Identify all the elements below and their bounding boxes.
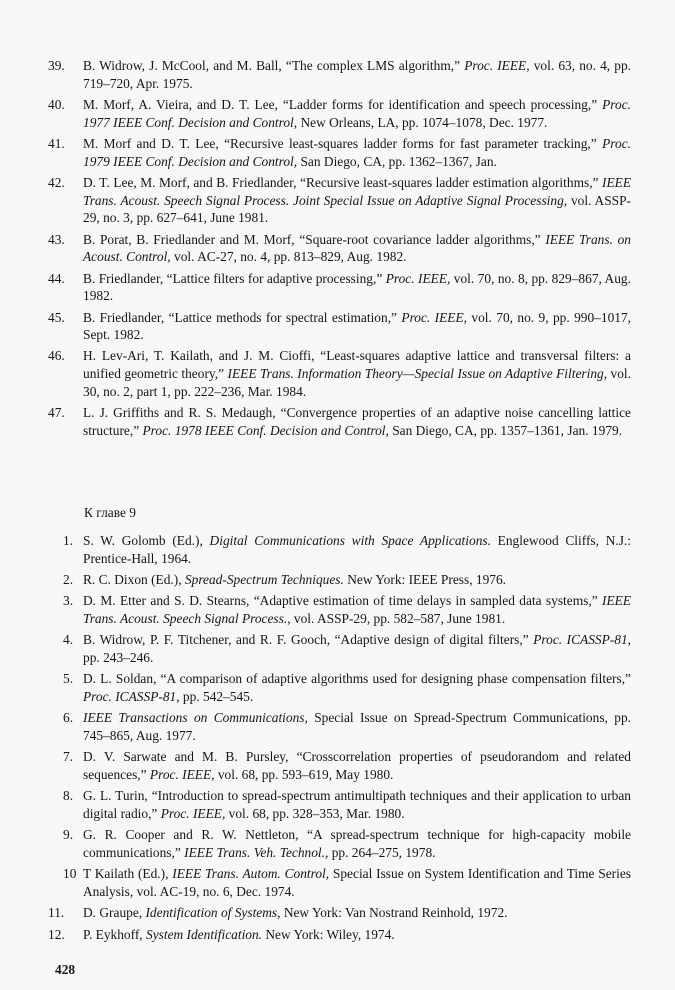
reference-source-title: Proc. IEEE,: [401, 309, 468, 325]
reference-text-part: T Kailath (Ed.),: [83, 866, 173, 882]
reference-number: 6.: [63, 710, 74, 726]
reference-text: [83, 632, 631, 665]
reference-source-title: Proc. IEEE,: [160, 805, 226, 821]
reference-number: 2.: [63, 571, 74, 587]
reference-text: [83, 136, 631, 169]
reference-text: [83, 905, 508, 920]
reference-text: [83, 310, 631, 343]
reference-source-title: Spread-Spectrum Techniques.: [184, 571, 344, 587]
reference-text: [83, 671, 631, 704]
reference-text: [83, 58, 631, 91]
reference-text: [83, 232, 631, 265]
reference-number: 39.: [48, 58, 65, 73]
reference-text: [83, 271, 631, 304]
reference-text: [83, 175, 631, 225]
reference-text-part: vol. ASSP-29, no. 3, pp. 627–641, June 1981.: [83, 192, 632, 226]
reference-entry: [0, 270, 675, 305]
reference-text: [83, 827, 631, 860]
reference-entry: [0, 174, 675, 227]
reference-text-part: New York: Van Nostrand Reinhold, 1972.: [280, 905, 508, 921]
reference-text-part: vol. 63, no. 4, pp. 719–720, Apr. 1975.: [83, 58, 631, 91]
reference-text-part: D. V. Sarwate and M. B. Pursley, “Crosscorrelation properties of pseudorandom and related sequences,”: [83, 749, 631, 782]
reference-text: [83, 97, 631, 130]
reference-text-part: Englewood Cliffs, N.J.: Prentice-Hall, 1964.: [83, 533, 631, 566]
reference-text: [83, 749, 631, 782]
reference-number: 10: [63, 866, 77, 882]
reference-text-part: vol. ASSP-29, pp. 582–587, June 1981.: [290, 610, 506, 626]
reference-number: 43.: [48, 231, 65, 247]
reference-number: 1.: [63, 533, 74, 548]
reference-text-part: pp. 542–545.: [179, 688, 254, 704]
reference-text-part: vol. 70, no. 8, pp. 829–867, Aug. 1982.: [83, 270, 631, 304]
reference-number: 40.: [48, 96, 65, 112]
reference-text-part: San Diego, CA, pp. 1362–1367, Jan.: [297, 153, 497, 169]
reference-entry: [0, 904, 675, 922]
page-number: 428: [55, 962, 76, 977]
reference-text-part: pp. 264–275, 1978.: [328, 844, 436, 860]
reference-text: [83, 927, 395, 942]
reference-entry: [0, 670, 675, 705]
reference-source-title: Proc. IEEE,: [464, 58, 530, 73]
reference-entry: [0, 926, 675, 944]
reference-number: 42.: [48, 174, 65, 190]
reference-text-part: vol. 30, no. 2, part 1, pp. 222–236, Mar. 1984.: [83, 366, 632, 399]
reference-source-title: IEEE Trans. on Acoust. Control,: [83, 231, 632, 265]
reference-text-part: L. J. Griffiths and R. S. Medaugh, “Convergence properties of an adaptive noise cancelling lattice structure,”: [83, 405, 631, 438]
reference-text-part: G. R. Cooper and R. W. Nettleton, “A spread-spectrum technique for high-capacity mobile communications,”: [83, 827, 631, 860]
reference-text-part: New York: Wiley, 1974.: [262, 926, 395, 942]
reference-text-part: S. W. Golomb (Ed.),: [83, 533, 210, 548]
reference-entry: [0, 347, 675, 400]
reference-entry: [0, 748, 675, 783]
reference-entry: [0, 865, 675, 900]
reference-source-title: Proc. 1978 IEEE Conf. Decision and Control,: [142, 422, 389, 438]
reference-text-part: Special Issue on Spread-Spectrum Communications, pp. 745–865, Aug. 1977.: [83, 710, 631, 743]
reference-text: [83, 348, 631, 398]
reference-entry: [0, 571, 675, 589]
reference-source-title: IEEE Trans. Acoust. Speech Signal Process.,: [83, 593, 631, 626]
reference-text-part: M. Morf and D. T. Lee, “Recursive least-squares ladder forms for fast parameter tracking,”: [83, 135, 603, 151]
reference-entry: [0, 532, 675, 567]
reference-text-part: B. Friedlander, “Lattice filters for adaptive processing,”: [83, 270, 386, 286]
reference-number: 9.: [63, 827, 74, 843]
reference-text-part: D. T. Lee, M. Morf, and B. Friedlander, “Recursive least-squares ladder estimation algorithms,”: [83, 174, 602, 190]
reference-text-part: vol. 70, no. 9, pp. 990–1017, Sept. 1982.: [83, 309, 631, 343]
reference-number: 44.: [48, 270, 65, 286]
reference-source-title: Proc. 1977 IEEE Conf. Decision and Control,: [83, 96, 631, 130]
reference-entry: [0, 709, 675, 744]
reference-number: 4.: [63, 632, 74, 648]
reference-number: 8.: [63, 788, 74, 804]
reference-entry: [0, 592, 675, 627]
reference-text-part: H. Lev-Ari, T. Kailath, and J. M. Cioffi, “Least-squares adaptive lattice and transversal filters: a unified geometric theory,”: [83, 348, 631, 382]
reference-text-part: New Orleans, LA, pp. 1074–1078, Dec. 1977.: [297, 114, 548, 130]
reference-text-part: vol. 68, pp. 593–619, May 1980.: [214, 766, 394, 782]
reference-number: 41.: [48, 135, 65, 151]
reference-text-part: D. Graupe,: [83, 905, 146, 921]
reference-text: [83, 572, 506, 587]
reference-text-part: vol. 68, pp. 328–353, Mar. 1980.: [225, 805, 405, 821]
reference-text-part: pp. 243–246.: [83, 649, 154, 665]
reference-text: [83, 533, 631, 566]
reference-source-title: IEEE Trans. Autom. Control,: [172, 866, 330, 882]
chapter-heading: К главе 9: [84, 505, 136, 520]
reference-text-part: D. L. Soldan, “A comparison of adaptive algorithms used for designing phase compensation filters,”: [83, 671, 631, 687]
reference-text-part: New York: IEEE Press, 1976.: [343, 571, 507, 587]
reference-source-title: System Identification.: [146, 926, 263, 942]
reference-source-title: Proc. ICASSP-81,: [533, 632, 631, 648]
reference-number: 11.: [48, 905, 65, 921]
reference-number: 7.: [63, 749, 74, 765]
reference-text: [83, 788, 631, 821]
reference-text: [83, 866, 631, 899]
reference-text: [83, 405, 631, 438]
reference-text-part: M. Morf, A. Vieira, and D. T. Lee, “Ladder forms for identification and speech processing,”: [83, 96, 603, 112]
reference-source-title: Proc. IEEE,: [149, 766, 215, 782]
reference-text-part: B. Friedlander, “Lattice methods for spectral estimation,”: [83, 309, 402, 325]
reference-source-title: Proc. IEEE,: [385, 270, 451, 286]
reference-text-part: San Diego, CA, pp. 1357–1361, Jan. 1979.: [388, 422, 623, 438]
reference-source-title: IEEE Trans. Information Theory—Special Issue on Adaptive Filtering,: [227, 366, 608, 382]
reference-number: 3.: [63, 593, 74, 609]
reference-number: 47.: [48, 405, 65, 421]
reference-entry: [0, 135, 675, 170]
reference-source-title: Proc. ICASSP-81,: [83, 688, 180, 704]
reference-source-title: IEEE Transactions on Communications,: [83, 710, 308, 726]
reference-number: 45.: [48, 309, 65, 325]
reference-entry: [0, 826, 675, 861]
reference-entry: [0, 631, 675, 666]
reference-number: 12.: [48, 926, 65, 942]
reference-entry: [0, 57, 675, 92]
reference-text: [83, 710, 631, 743]
reference-source-title: Identification of Systems,: [145, 905, 281, 921]
reference-number: 46.: [48, 348, 65, 364]
reference-entry: [0, 787, 675, 822]
reference-list-continued: [0, 57, 675, 443]
reference-text-part: R. C. Dixon (Ed.),: [83, 571, 185, 587]
reference-text-part: G. L. Turin, “Introduction to spread-spectrum antimultipath techniques and their application to urban digital radio,”: [83, 788, 631, 821]
reference-source-title: Digital Communications with Space Applications.: [209, 533, 491, 548]
reference-text-part: B. Widrow, P. F. Titchener, and R. F. Gooch, “Adaptive design of digital filters,”: [83, 632, 534, 648]
reference-entry: [0, 309, 675, 344]
reference-entry: [0, 96, 675, 131]
reference-text-part: Special Issue on System Identification and Time Series Analysis, vol. AC-19, no. 6, Dec. 1974.: [83, 866, 632, 899]
reference-list-chapter-9: [0, 532, 675, 947]
reference-entry: [0, 231, 675, 266]
reference-source-title: Proc. 1979 IEEE Conf. Decision and Control,: [83, 135, 631, 169]
reference-text: [83, 593, 631, 626]
reference-text-part: vol. AC-27, no. 4, pp. 813–829, Aug. 1982.: [170, 249, 407, 265]
reference-text-part: B. Porat, B. Friedlander and M. Morf, “Square-root covariance ladder algorithms,”: [83, 231, 546, 247]
reference-text-part: P. Eykhoff,: [83, 926, 146, 942]
reference-source-title: IEEE Trans. Acoust. Speech Signal Process. Joint Special Issue on Adaptive Signal Processing,: [83, 174, 631, 208]
reference-text-part: B. Widrow, J. McCool, and M. Ball, “The complex LMS algorithm,”: [83, 58, 465, 73]
reference-entry: [0, 404, 675, 439]
reference-source-title: IEEE Trans. Veh. Technol.,: [184, 844, 329, 860]
reference-number: 5.: [63, 671, 74, 687]
reference-text-part: D. M. Etter and S. D. Stearns, “Adaptive estimation of time delays in sampled data systems,”: [83, 593, 602, 609]
